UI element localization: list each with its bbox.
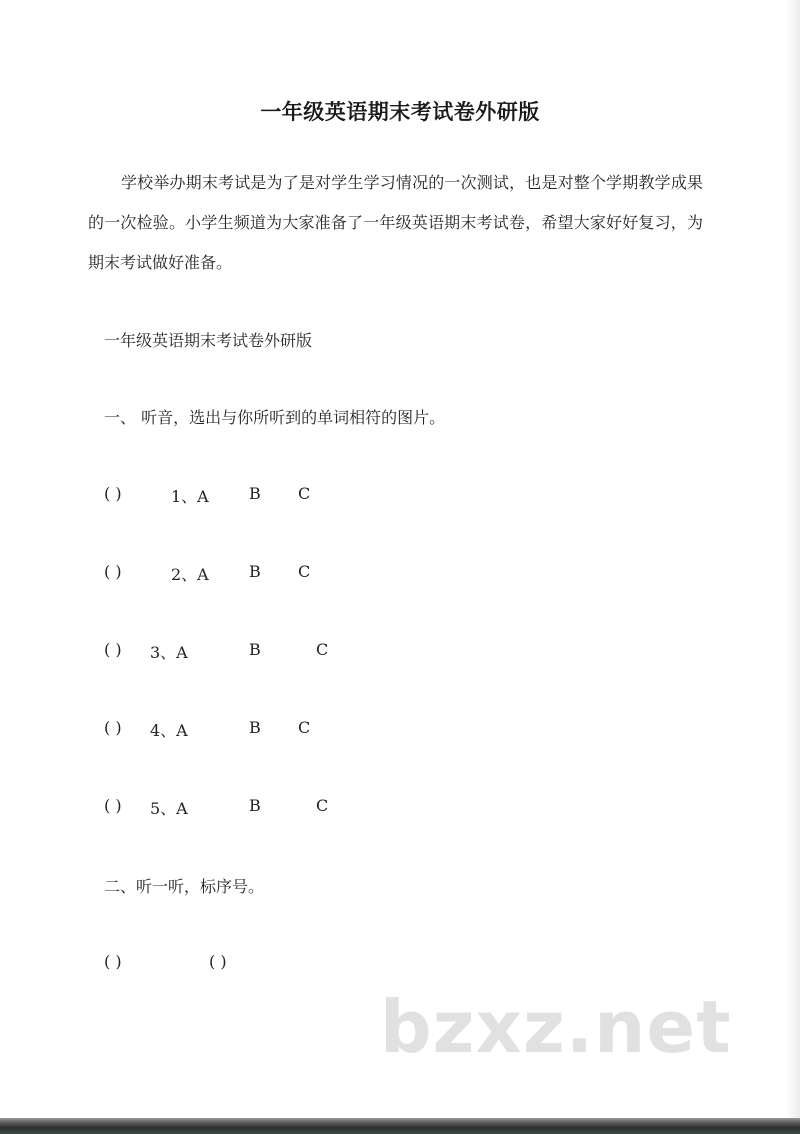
option-c: C: [316, 796, 329, 815]
option-b: B: [249, 796, 261, 815]
answer-blank[interactable]: ( ): [209, 952, 227, 971]
section2-blanks: [104, 952, 404, 974]
option-c: C: [316, 640, 329, 659]
option-b: B: [249, 562, 261, 581]
question-item-1: [104, 484, 404, 506]
option-c: C: [298, 484, 311, 503]
intro-paragraph: 学校举办期末考试是为了是对学生学习情况的一次测试，也是对整个学期教学成果的一次检验。小学生频道为大家准备了一年级英语期末考试卷，希望大家好好复习，为期末考试做好准备。: [88, 173, 703, 272]
answer-blank[interactable]: ( ): [104, 562, 122, 581]
question-number: 3、A: [150, 643, 188, 662]
question-item-5: [104, 796, 404, 818]
subtitle: 一年级英语期末考试卷外研版: [104, 331, 313, 350]
question-item-3: [104, 640, 404, 662]
page-edge-shadow: [786, 0, 800, 1118]
question-item-2: [104, 562, 404, 584]
watermark-logo: bzxz.net: [380, 985, 732, 1069]
option-b: B: [249, 640, 261, 659]
answer-blank[interactable]: ( ): [104, 952, 122, 971]
option-c: C: [298, 562, 311, 581]
option-c: C: [298, 718, 311, 737]
question-number: 4、A: [150, 721, 188, 740]
question-number: 1、A: [171, 487, 209, 506]
question-number: 5、A: [150, 799, 188, 818]
section1-heading: 一、 听音，选出与你所听到的单词相符的图片。: [104, 408, 446, 427]
document-title: 一年级英语期末考试卷外研版: [260, 100, 540, 124]
question-number: 2、A: [171, 565, 209, 584]
option-b: B: [249, 718, 261, 737]
answer-blank[interactable]: ( ): [104, 718, 122, 737]
bottom-border-bar: [0, 1118, 800, 1134]
section2-heading: 二、听一听，标序号。: [104, 877, 265, 896]
option-b: B: [249, 484, 261, 503]
answer-blank[interactable]: ( ): [104, 484, 122, 503]
question-item-4: [104, 718, 404, 740]
answer-blank[interactable]: ( ): [104, 796, 122, 815]
answer-blank[interactable]: ( ): [104, 640, 122, 659]
